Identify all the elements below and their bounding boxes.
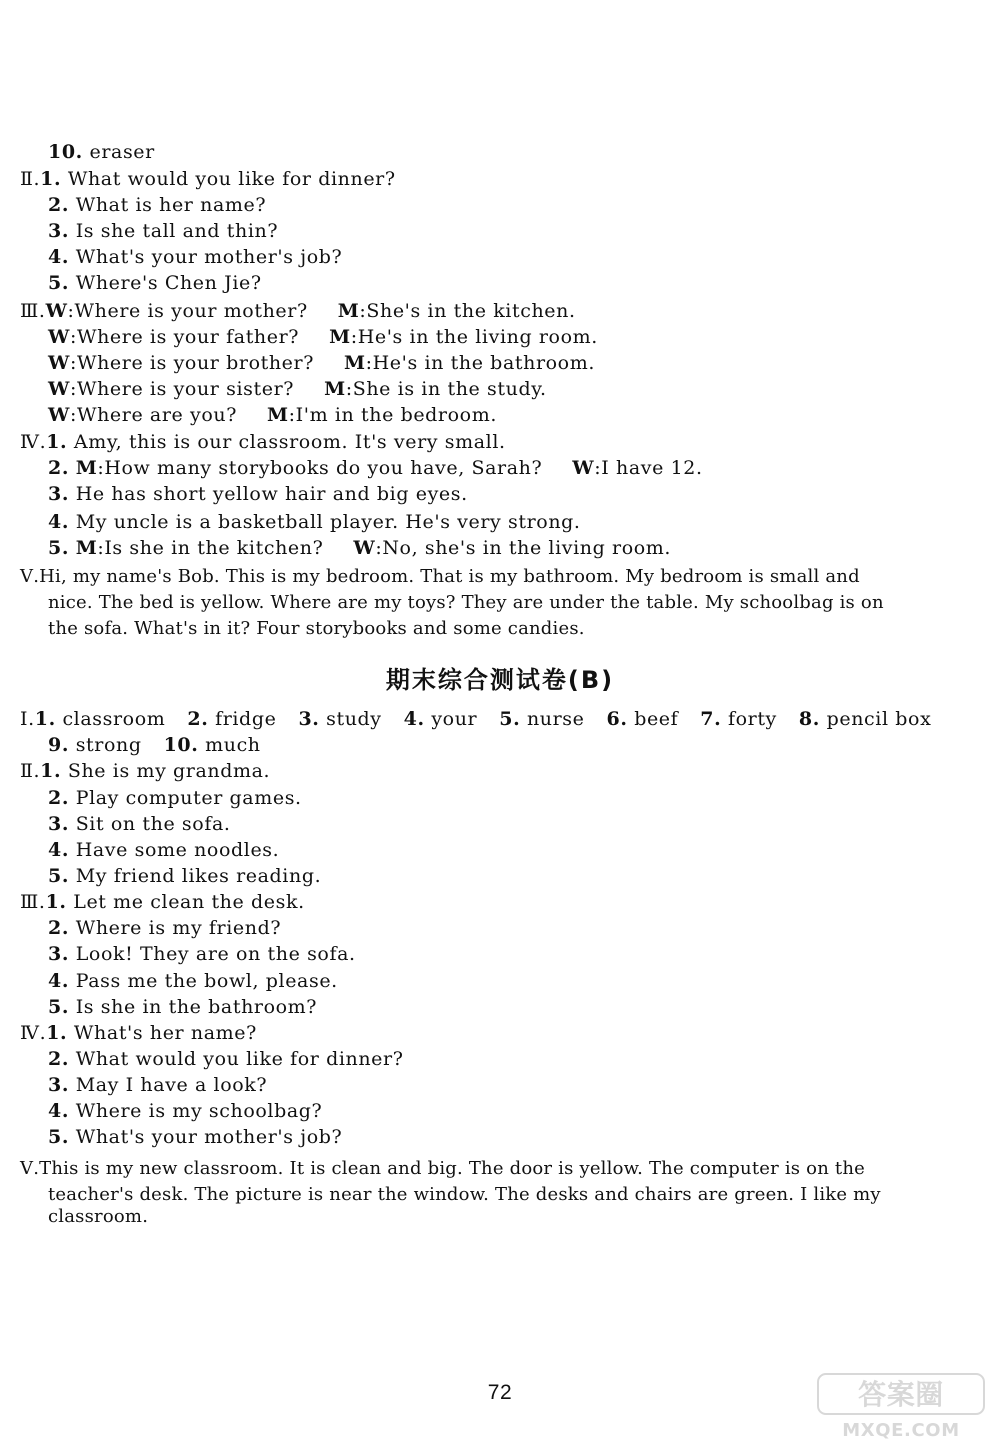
speaker-w: W [48, 352, 70, 374]
speaker-m: M [267, 404, 289, 426]
speaker-line: :She is in the study. [345, 378, 547, 400]
watermark-top-text: 答案圈 [858, 1378, 944, 1411]
section-3-item-1 [20, 891, 305, 913]
speaker-w: W [48, 378, 70, 400]
item-text: strong [75, 734, 142, 756]
speaker-line: :Where is your mother? [67, 300, 308, 322]
item-text: My uncle is a basketball player. He's very strong. [75, 511, 581, 533]
speaker-m: M [337, 300, 360, 322]
dialogue-row [48, 352, 595, 374]
speaker-w: W [353, 537, 376, 559]
item-text: Where is my schoolbag? [75, 1100, 323, 1122]
item-text: fridge [215, 708, 277, 730]
section-2-item-3 [48, 220, 278, 242]
speaker-line: :Where are you? [69, 404, 238, 426]
section-2-item-2 [48, 194, 266, 216]
answer-item [48, 141, 155, 163]
item-number: 6. [606, 708, 628, 730]
section-4-item-3 [48, 483, 468, 505]
item-text: Pass me the bowl, please. [75, 970, 338, 992]
item-text: Let me clean the desk. [73, 891, 305, 913]
item-text: Sit on the sofa. [75, 813, 231, 835]
speaker-line: :Where is your sister? [69, 378, 295, 400]
item-number: 1. [46, 1022, 68, 1044]
item-number: 9. [48, 734, 70, 756]
speaker-line: :No, she's in the living room. [375, 537, 672, 559]
section-2-item-1 [20, 760, 270, 782]
item-text: nurse [526, 708, 585, 730]
item-text: beef [634, 708, 679, 730]
section-title: 期末综合测试卷(B) [385, 666, 615, 694]
speaker-line: :She's in the kitchen. [359, 300, 576, 322]
item-number: 2. [48, 917, 70, 939]
section-2-item-5 [48, 272, 262, 294]
speaker-m: M [329, 326, 351, 348]
section-4-item-5 [48, 537, 671, 559]
section-numeral: Ⅳ. [20, 1022, 47, 1044]
speaker-line: :How many storybooks do you have, Sarah? [97, 457, 543, 479]
item-number: 3. [298, 708, 320, 730]
item-number: 5. [48, 537, 70, 559]
section-4-item-2 [48, 457, 703, 479]
item-number: 2. [48, 194, 70, 216]
item-number: 3. [48, 483, 70, 505]
dialogue-row [20, 300, 576, 322]
item-number: 3. [48, 813, 70, 835]
item-text: Is she tall and thin? [75, 220, 279, 242]
passage-line: teacher's desk. The picture is near the window. The desks and chairs are green. I like my [48, 1184, 881, 1205]
speaker-line: :He's in the bathroom. [365, 352, 595, 374]
section-3-item-3 [48, 943, 356, 965]
section-4-item-3 [48, 1074, 267, 1096]
passage-line: the sofa. What's in it? Four storybooks and some candies. [48, 618, 585, 639]
item-number: 1. [40, 168, 62, 190]
item-number: 5. [48, 996, 70, 1018]
speaker-w: W [45, 300, 68, 322]
section-3-item-2 [48, 917, 281, 939]
dialogue-row [48, 326, 598, 348]
item-number: 8. [798, 708, 820, 730]
passage-line [20, 566, 860, 588]
section-4-item-1 [20, 431, 506, 453]
passage-line: classroom. [48, 1206, 149, 1227]
watermark-logo [816, 1372, 986, 1442]
section-numeral: Ⅴ. [20, 1158, 40, 1179]
section-numeral: Ⅲ. [20, 891, 46, 913]
item-text: pencil box [826, 708, 932, 730]
section-4-item-2 [48, 1048, 404, 1070]
item-text: Where is my friend? [75, 917, 282, 939]
item-text: What would you like for dinner? [67, 168, 396, 190]
speaker-w: W [572, 457, 595, 479]
speaker-line: :I'm in the bedroom. [288, 404, 497, 426]
item-number: 5. [48, 865, 70, 887]
section-4-item-5 [48, 1126, 342, 1148]
item-text: classroom [62, 708, 166, 730]
item-number: 10. [163, 734, 199, 756]
item-text: study [326, 708, 382, 730]
section-numeral: Ⅲ. [20, 300, 46, 322]
passage-text: This is my new classroom. It is clean and big. The door is yellow. The computer is on the [39, 1158, 865, 1179]
item-number: 4. [48, 1100, 70, 1122]
item-number: 4. [48, 246, 70, 268]
speaker-m: M [344, 352, 366, 374]
speaker-line: :I have 12. [594, 457, 703, 479]
speaker-line: :Where is your father? [69, 326, 300, 348]
item-text: Look! They are on the sofa. [75, 943, 356, 965]
item-number: 2. [48, 1048, 70, 1070]
speaker-line: :He's in the living room. [350, 326, 598, 348]
dialogue-row [48, 404, 497, 426]
item-number: 3. [48, 1074, 70, 1096]
section-3-item-5 [48, 996, 317, 1018]
word-answer-row [48, 734, 261, 756]
item-text: Is she in the bathroom? [75, 996, 318, 1018]
item-number: 10. [48, 141, 83, 163]
item-text: She is my grandma. [67, 760, 271, 782]
section-4-item-4 [48, 511, 581, 533]
passage-line [20, 1158, 865, 1180]
section-4-item-4 [48, 1100, 322, 1122]
item-text: What would you like for dinner? [75, 1048, 404, 1070]
section-2-item-3 [48, 813, 231, 835]
section-numeral: Ⅰ. [20, 708, 35, 730]
item-text: What's your mother's job? [75, 246, 343, 268]
item-number: 2. [48, 787, 70, 809]
section-numeral: Ⅱ. [20, 760, 41, 782]
section-numeral: Ⅱ. [20, 168, 41, 190]
item-text: Have some noodles. [75, 839, 280, 861]
item-number: 2. [187, 708, 209, 730]
item-number: 3. [48, 943, 70, 965]
item-number: 1. [46, 431, 68, 453]
section-2-item-4 [48, 246, 342, 268]
item-number: 4. [48, 970, 70, 992]
watermark-bottom-text: MXQE.COM [842, 1420, 960, 1441]
item-text: May I have a look? [75, 1074, 268, 1096]
item-number: 3. [48, 220, 70, 242]
section-numeral: Ⅴ. [20, 566, 40, 587]
section-2-item-5 [48, 865, 321, 887]
item-number: 4. [48, 511, 70, 533]
item-number: 4. [403, 708, 425, 730]
item-number: 5. [48, 272, 70, 294]
item-text: My friend likes reading. [75, 865, 322, 887]
passage-line: nice. The bed is yellow. Where are my toys? They are under the table. My schoolbag is on [48, 592, 884, 613]
dialogue-row [48, 378, 547, 400]
item-number: 4. [48, 839, 70, 861]
speaker-w: W [48, 326, 70, 348]
speaker-m: M [75, 457, 98, 479]
word-answer-row [20, 708, 931, 730]
item-text: Where's Chen Jie? [75, 272, 262, 294]
item-number: 5. [499, 708, 521, 730]
item-number: 7. [700, 708, 722, 730]
section-numeral: Ⅳ. [20, 431, 47, 453]
section-2-item-4 [48, 839, 279, 861]
section-2-item-2 [48, 787, 302, 809]
item-text: Play computer games. [75, 787, 302, 809]
item-text: eraser [89, 141, 155, 163]
passage-text: Hi, my name's Bob. This is my bedroom. That is my bathroom. My bedroom is small and [39, 566, 860, 587]
section-2-item-1 [20, 168, 396, 190]
item-text: What is her name? [75, 194, 267, 216]
item-text: much [205, 734, 261, 756]
item-number: 5. [48, 1126, 70, 1148]
speaker-line: :Is she in the kitchen? [97, 537, 324, 559]
item-number: 2. [48, 457, 70, 479]
section-4-item-1 [20, 1022, 257, 1044]
speaker-m: M [75, 537, 98, 559]
speaker-line: :Where is your brother? [69, 352, 314, 374]
item-text: What's her name? [73, 1022, 257, 1044]
item-text: forty [727, 708, 777, 730]
section-3-item-4 [48, 970, 338, 992]
item-text: Amy, this is our classroom. It's very small. [73, 431, 506, 453]
item-text: your [431, 708, 478, 730]
item-text: What's your mother's job? [75, 1126, 343, 1148]
item-number: 1. [34, 708, 56, 730]
speaker-m: M [324, 378, 346, 400]
item-text: He has short yellow hair and big eyes. [75, 483, 468, 505]
page-number: 72 [487, 1381, 513, 1404]
item-number: 1. [40, 760, 62, 782]
speaker-w: W [48, 404, 70, 426]
item-number: 1. [45, 891, 67, 913]
